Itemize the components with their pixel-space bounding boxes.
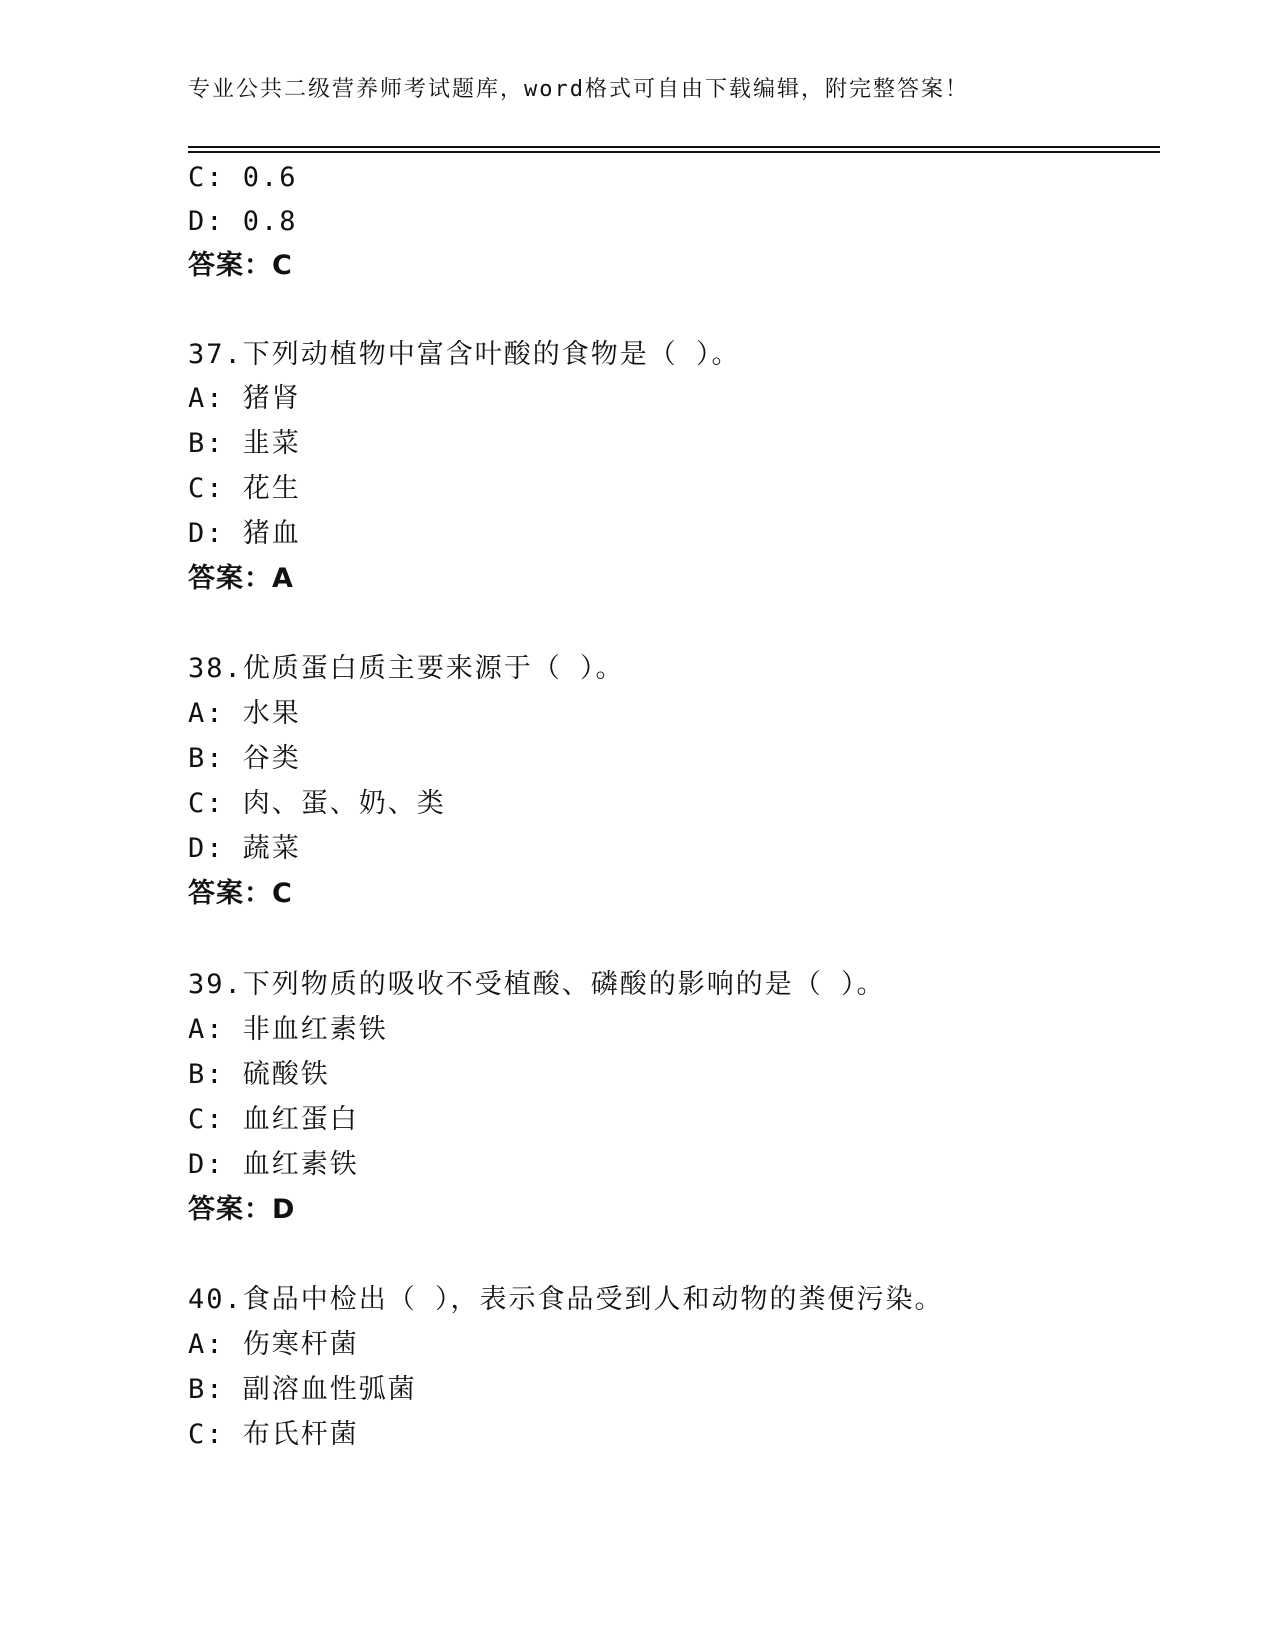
q38-answer: 答案：C [188, 878, 293, 909]
prev-option-c: C: 0.6 [188, 162, 298, 193]
q38-option-d: D: 蔬菜 [188, 833, 301, 864]
q39-option-b: B: 硫酸铁 [188, 1059, 330, 1090]
q37-option-c: C: 花生 [188, 473, 301, 504]
q38-option-a: A: 水果 [188, 698, 301, 729]
header-rule-bottom [188, 151, 1160, 153]
q39-option-d: D: 血红素铁 [188, 1149, 359, 1180]
header-rule-top [188, 146, 1160, 148]
q37-option-b: B: 韭菜 [188, 428, 301, 459]
q40-option-c: C: 布氏杆菌 [188, 1419, 359, 1450]
q39-option-a: A: 非血红素铁 [188, 1014, 388, 1045]
q39-answer: 答案：D [188, 1194, 296, 1225]
q39-question: 39.下列物质的吸收不受植酸、磷酸的影响的是（ ）。 [188, 969, 886, 1000]
q40-option-b: B: 副溶血性弧菌 [188, 1374, 417, 1405]
q38-option-b: B: 谷类 [188, 743, 301, 774]
q37-option-a: A: 猪肾 [188, 383, 301, 414]
q40-option-a: A: 伤寒杆菌 [188, 1329, 359, 1360]
q40-question: 40.食品中检出（ ），表示食品受到人和动物的粪便污染。 [188, 1284, 944, 1315]
q37-question: 37.下列动植物中富含叶酸的食物是（ ）。 [188, 339, 741, 370]
page-header: 专业公共二级营养师考试题库，word格式可自由下载编辑，附完整答案！ [188, 77, 969, 102]
q37-answer: 答案：A [188, 563, 294, 594]
prev-option-d: D: 0.8 [188, 206, 298, 237]
prev-answer: 答案：C [188, 250, 293, 281]
q38-question: 38.优质蛋白质主要来源于（ ）。 [188, 653, 625, 684]
q37-option-d: D: 猪血 [188, 518, 301, 549]
q39-option-c: C: 血红蛋白 [188, 1104, 359, 1135]
q38-option-c: C: 肉、蛋、奶、类 [188, 788, 446, 819]
